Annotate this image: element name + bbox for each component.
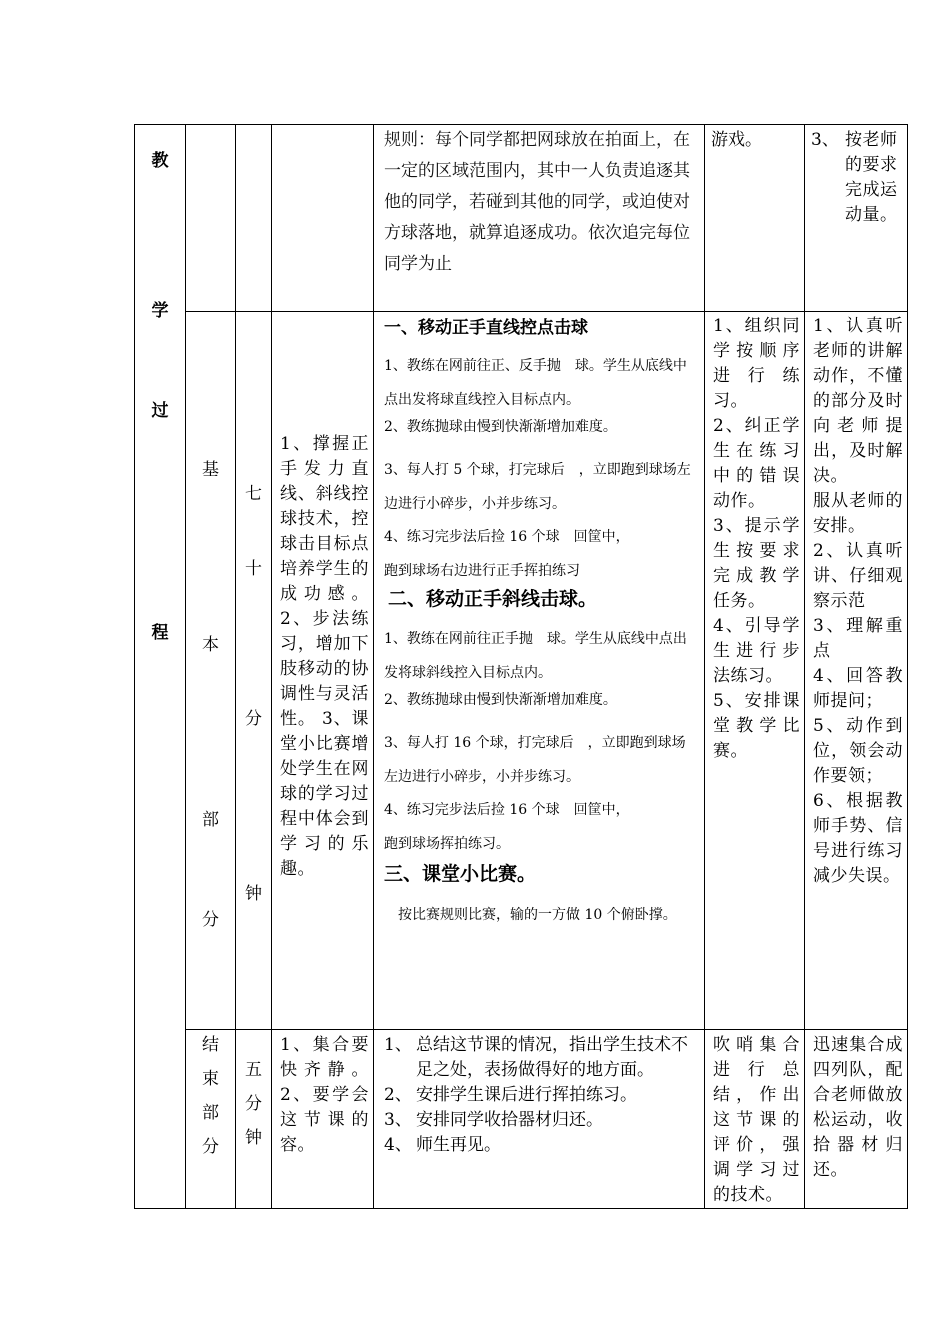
teacher-item: 4、引导学生进行步法练习。 [713, 616, 800, 686]
section-label-basic [186, 312, 236, 1030]
item-text: 总结这节课的情况，指出学生技术不足之处，表扬做得好的地方面。 [416, 1035, 688, 1080]
content-cell [374, 1030, 705, 1209]
side-char: 过 [151, 401, 169, 421]
table-row [135, 125, 908, 312]
item-number: 4、 [384, 1135, 412, 1155]
student-activity-cell [805, 125, 908, 312]
time-char: 分 [245, 709, 262, 729]
student-item: 2、认真听讲、仔细观察示范 [813, 541, 903, 611]
content-paragraph: 3、每人打 16 个球，打完球后 ，立即跑到球场左边进行小碎步，小并步练习。 [384, 735, 686, 785]
teacher-item: 3、提示学生按要求完成教学任务。 [713, 516, 800, 611]
content-paragraph: 2、教练抛球由慢到快渐渐增加难度。 [384, 692, 617, 708]
content-paragraph: 4、练习完步法后捡 16 个球 回筐中， [384, 802, 630, 818]
time-char: 五 [245, 1060, 262, 1080]
teacher-item: 5、安排课堂教学比赛。 [713, 691, 800, 761]
content-paragraph: 1、教练在网前往正、反手抛 球。学生从底线中点出发将球直线控入目标点内。 [384, 358, 687, 408]
teacher-activity-cell [705, 312, 805, 1030]
student-item: 5、动作到位，领会动作要领； [813, 716, 903, 786]
item-number: 1、 [384, 1035, 412, 1055]
content-paragraph: 3、每人打 5 个球，打完球后 ，立即跑到球场左边进行小碎步，小并步练习。 [384, 462, 691, 512]
item-number: 2、 [384, 1085, 412, 1105]
section-char: 部 [202, 1103, 219, 1123]
table-row [135, 312, 908, 1030]
summary-item [384, 1108, 698, 1133]
section-heading: 三、课堂小比赛。 [384, 863, 537, 885]
section-heading: 二、移动正手斜线击球。 [388, 588, 598, 610]
section-char: 分 [202, 910, 219, 930]
time-label-seventy [236, 312, 272, 1030]
objectives-text: 1、撑握正手发力直线、斜线控球技术，控球击目标点培养学生的成功感。 2、步法练习，增加下肢移动的协调性与灵活性。 3、课堂小比赛增处学生在网球的学习过程中体会到学习的乐趣。 [280, 434, 369, 879]
student-activity-cell [805, 312, 908, 1030]
side-char: 学 [151, 301, 169, 321]
lesson-plan-table [134, 124, 908, 1209]
summary-item [384, 1083, 698, 1108]
content-paragraph: 按比赛规则比赛，输的一方做 10 个俯卧撑。 [384, 907, 677, 923]
time-label-five [236, 1030, 272, 1209]
teacher-activity-text: 吹哨集合进行总结，作出这节课的评价，强调学习过的技术。 [713, 1035, 800, 1205]
time-char: 分 [245, 1094, 262, 1114]
content-paragraph: 跑到球场右边进行正手挥拍练习 [384, 563, 580, 579]
time-char: 七 [245, 484, 262, 504]
time-char: 钟 [245, 1128, 262, 1148]
teacher-activity-cell [705, 125, 805, 312]
content-paragraph: 2、教练抛球由慢到快渐渐增加难度。 [384, 419, 617, 435]
student-activity-text: 按老师的要求完成运动量。 [845, 130, 897, 225]
empty-cell [186, 125, 236, 312]
table-row [135, 1030, 908, 1209]
content-paragraph: 1、教练在网前往正手抛 球。学生从底线中点出发将球斜线控入目标点内。 [384, 631, 687, 681]
section-label-ending [186, 1030, 236, 1209]
time-char: 十 [245, 559, 262, 579]
game-rules-text: 规则：每个同学都把网球放在拍面上，在一定的区域范围内，其中一人负责追逐其他的同学，若碰到其他的同学，或迫使对方球落地，就算追逐成功。依次追完每位同学为止 [384, 130, 690, 274]
item-text: 安排同学收拾器材归还。 [416, 1110, 603, 1130]
item-text: 师生再见。 [416, 1135, 501, 1155]
summary-item [384, 1033, 698, 1083]
student-item: 1、认真听老师的讲解动作，不懂的部分及时向老师提出，及时解决。 [813, 316, 903, 486]
student-item: 4、回答教师提问； [813, 666, 903, 711]
summary-item [384, 1133, 698, 1158]
side-char: 教 [151, 151, 169, 171]
teacher-item: 1、组织同学按顺序进行练习。 [713, 316, 800, 411]
student-activity-cell [805, 1030, 908, 1209]
section-char: 基 [202, 460, 219, 480]
empty-cell [272, 125, 374, 312]
student-item: 3、理解重点 [813, 616, 903, 661]
student-item: 服从老师的安排。 [813, 491, 903, 536]
student-activity-text: 迅速集合成四列队，配合老师做放松运动，收拾器材归还。 [813, 1035, 903, 1180]
section-char: 束 [202, 1069, 219, 1089]
game-rules-cell [374, 125, 705, 312]
content-paragraph: 跑到球场挥拍练习。 [384, 836, 510, 852]
student-item: 6、根据教师手势、信号进行练习减少失误。 [813, 791, 903, 886]
empty-cell [236, 125, 272, 312]
content-cell [374, 312, 705, 1030]
item-number: 3、 [384, 1110, 412, 1130]
section-char: 部 [202, 810, 219, 830]
teacher-activity-cell [705, 1030, 805, 1209]
section-char: 分 [202, 1137, 219, 1157]
time-char: 钟 [245, 884, 262, 904]
teaching-process-label [135, 125, 186, 1209]
section-char: 本 [202, 635, 219, 655]
section-char: 结 [202, 1035, 219, 1055]
objectives-cell [272, 1030, 374, 1209]
objectives-cell [272, 312, 374, 1030]
student-item-number: 3、 [811, 130, 839, 150]
teacher-item: 2、纠正学生在练习中的错误动作。 [713, 416, 800, 511]
teacher-activity-text: 游戏。 [711, 130, 762, 150]
section-heading: 一、移动正手直线控点击球 [384, 318, 588, 338]
objectives-text: 1、集合要快齐静。 2、要学会这节课的容。 [280, 1035, 369, 1155]
content-paragraph: 4、练习完步法后捡 16 个球 回筐中， [384, 529, 630, 545]
item-text: 安排学生课后进行挥拍练习。 [416, 1085, 637, 1105]
side-char: 程 [151, 623, 169, 643]
